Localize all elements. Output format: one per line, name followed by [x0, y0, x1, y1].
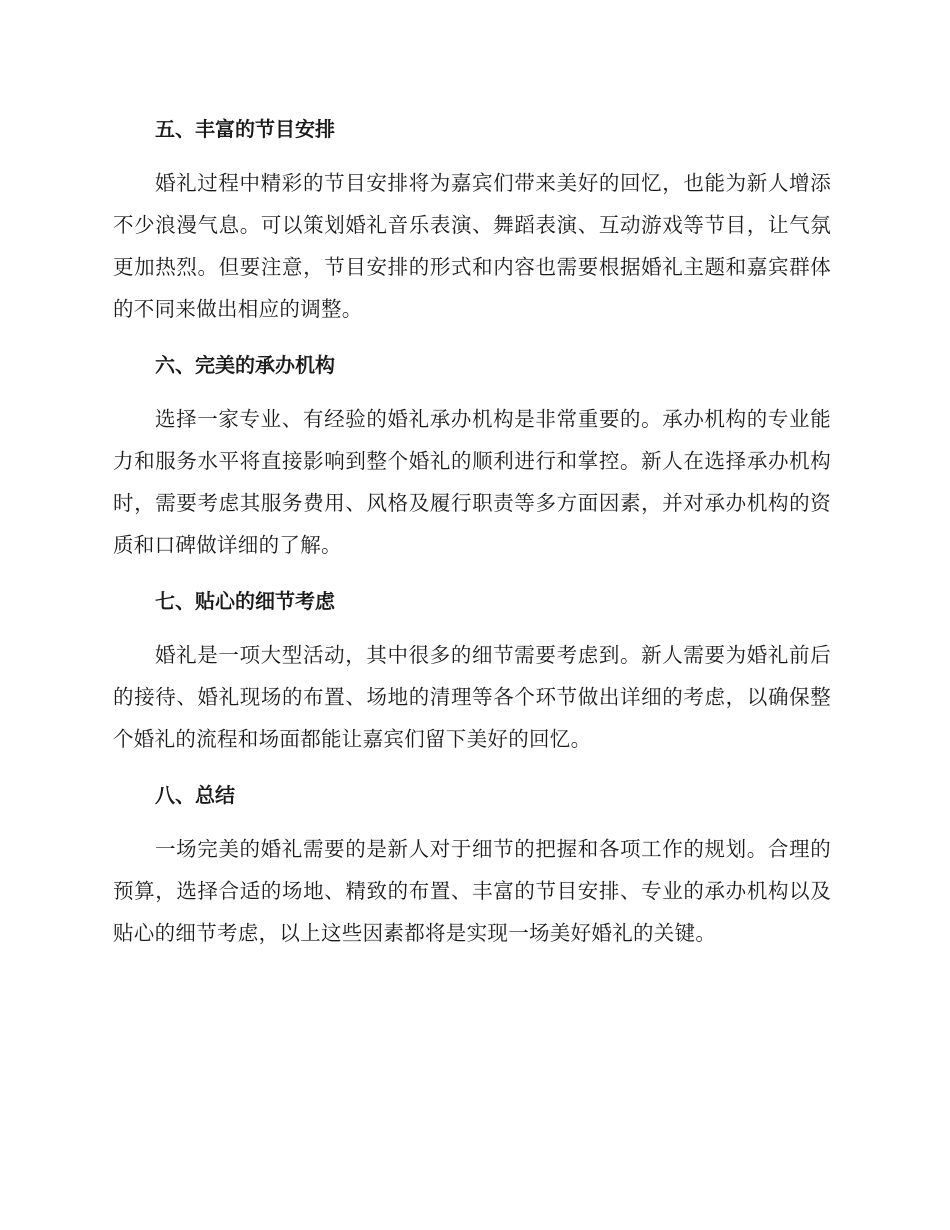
section-paragraph: 婚礼是一项大型活动，其中很多的细节需要考虑到。新人需要为婚礼前后的接待、婚礼现场的布置、场地的清理等各个环节做出详细的考虑，以确保整个婚礼的流程和场面都能让嘉宾们留下美好的回忆。	[113, 643, 831, 751]
section-summary	[113, 774, 831, 954]
section-heading: 七、贴心的细节考虑	[155, 589, 335, 613]
section-paragraph: 选择一家专业、有经验的婚礼承办机构是非常重要的。承办机构的专业能力和服务水平将直接影响到整个婚礼的顺利进行和掌控。新人在选择承办机构时，需要考虑其服务费用、风格及履行职责等多方面因素，并对承办机构的资质和口碑做详细的了解。	[113, 407, 831, 557]
section-details	[113, 580, 831, 760]
document-page	[113, 108, 831, 968]
section-organizer	[113, 344, 831, 566]
section-paragraph: 一场完美的婚礼需要的是新人对于细节的把握和各项工作的规划。合理的预算，选择合适的场地、精致的布置、丰富的节目安排、专业的承办机构以及贴心的细节考虑，以上这些因素都将是实现一场美好婚礼的关键。	[113, 837, 831, 945]
section-heading: 八、总结	[155, 783, 235, 807]
section-program	[113, 108, 831, 330]
section-heading: 六、完美的承办机构	[155, 353, 335, 377]
section-paragraph: 婚礼过程中精彩的节目安排将为嘉宾们带来美好的回忆，也能为新人增添不少浪漫气息。可以策划婚礼音乐表演、舞蹈表演、互动游戏等节目，让气氛更加热烈。但要注意，节目安排的形式和内容也需要根据婚礼主题和嘉宾群体的不同来做出相应的调整。	[113, 171, 831, 321]
section-heading: 五、丰富的节目安排	[155, 117, 335, 141]
